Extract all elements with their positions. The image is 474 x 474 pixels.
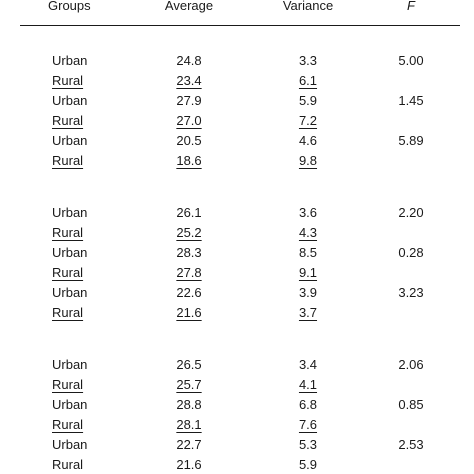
row-f-cell: 2.53 [398,437,424,452]
row-group-cell: Urban [52,133,88,148]
row-variance-cell: 5.9 [298,93,318,108]
row-average-cell: 25.7 [176,377,202,392]
row-variance-cell: 9.1 [298,265,318,280]
row-average-cell: 25.2 [176,225,202,240]
row-average-cell: 21.6 [176,457,202,472]
row-average-cell: 27.0 [176,113,202,128]
row-average-cell: 20.5 [176,133,202,148]
row-variance-cell: 9.8 [298,153,318,168]
row-variance-cell: 8.5 [298,245,318,260]
row-average-cell: 21.6 [176,305,202,320]
row-average-cell: 27.8 [176,265,202,280]
row-group-cell: Urban [52,437,88,452]
row-variance-cell: 3.9 [298,285,318,300]
header-groups: Groups [48,0,91,13]
row-average-cell: 18.6 [176,153,202,168]
row-average-cell: 28.3 [176,245,202,260]
row-average-cell: 26.5 [176,357,202,372]
header-variance: Variance [282,0,334,13]
row-variance-cell: 4.6 [298,133,318,148]
row-variance-cell: 3.7 [298,305,318,320]
row-average-cell: 22.6 [176,285,202,300]
header-rule [20,25,460,26]
row-f-cell: 0.28 [398,245,424,260]
row-f-cell: 2.20 [398,205,424,220]
row-group-cell: Urban [52,397,88,412]
row-f-cell: 5.00 [398,53,424,68]
row-variance-cell: 3.6 [298,205,318,220]
row-f-cell: 1.45 [398,93,424,108]
row-group-cell: Rural [52,153,84,168]
row-variance-cell: 4.3 [298,225,318,240]
row-group-cell: Rural [52,113,84,128]
row-group-cell: Rural [52,225,84,240]
row-group-cell: Rural [52,73,84,88]
row-average-cell: 27.9 [176,93,202,108]
row-average-cell: 23.4 [176,73,202,88]
row-f-cell: 0.85 [398,397,424,412]
row-variance-cell: 6.1 [298,73,318,88]
row-variance-cell: 5.3 [298,437,318,452]
header-f: F [407,0,415,13]
row-variance-cell: 7.6 [298,417,318,432]
row-group-cell: Urban [52,357,88,372]
row-group-cell: Rural [52,265,84,280]
row-average-cell: 24.8 [176,53,202,68]
row-group-cell: Rural [52,305,84,320]
row-variance-cell: 5.9 [298,457,318,472]
row-variance-cell: 7.2 [298,113,318,128]
row-f-cell: 2.06 [398,357,424,372]
row-variance-cell: 6.8 [298,397,318,412]
row-variance-cell: 3.3 [298,53,318,68]
row-variance-cell: 3.4 [298,357,318,372]
row-group-cell: Urban [52,205,88,220]
row-group-cell: Urban [52,93,88,108]
row-average-cell: 26.1 [176,205,202,220]
row-group-cell: Rural [52,457,84,472]
row-average-cell: 28.1 [176,417,202,432]
row-average-cell: 22.7 [176,437,202,452]
row-group-cell: Urban [52,53,88,68]
row-group-cell: Urban [52,245,88,260]
row-f-cell: 5.89 [398,133,424,148]
row-average-cell: 28.8 [176,397,202,412]
row-group-cell: Urban [52,285,88,300]
row-variance-cell: 4.1 [298,377,318,392]
row-f-cell: 3.23 [398,285,424,300]
header-average: Average [164,0,214,13]
row-group-cell: Rural [52,377,84,392]
row-group-cell: Rural [52,417,84,432]
